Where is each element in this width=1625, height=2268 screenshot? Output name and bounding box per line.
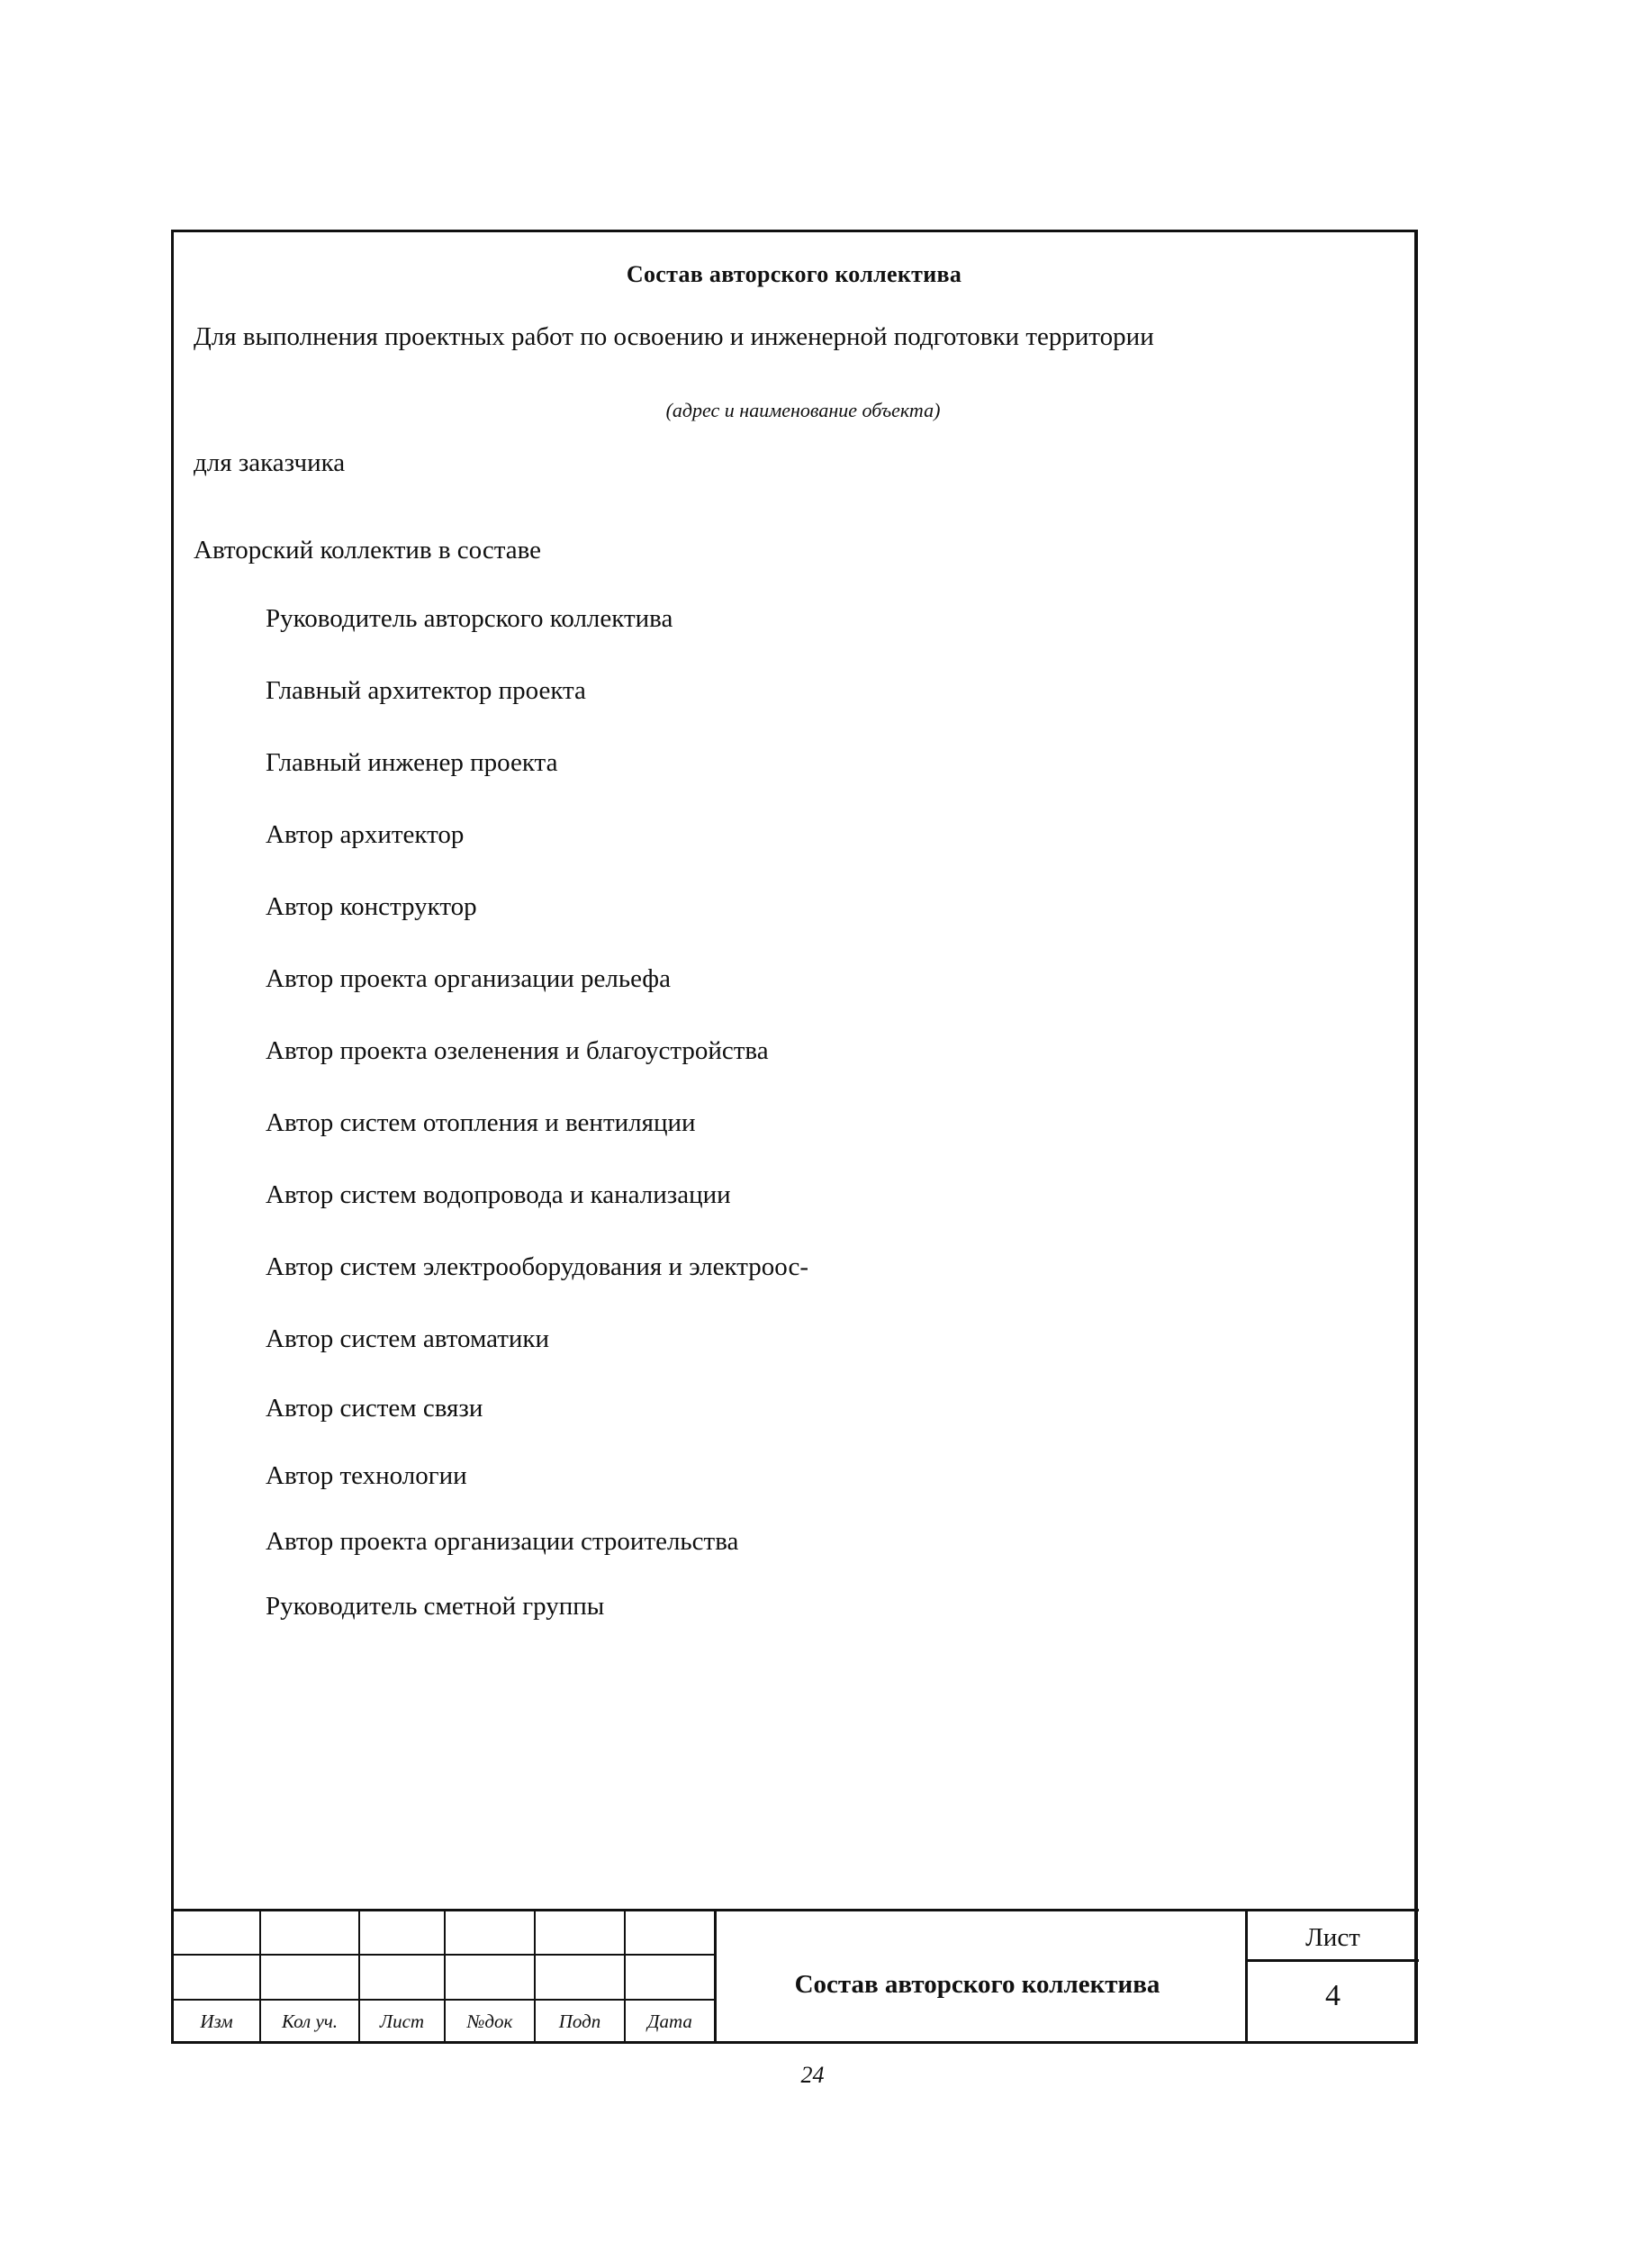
role-item: Автор технологии (266, 1461, 467, 1490)
role-item: Руководитель авторского коллектива (266, 604, 673, 633)
stamp-col-label: Дата (647, 2010, 692, 2032)
stamp-col-label: Кол уч. (281, 2010, 339, 2032)
role-item: Главный архитектор проекта (266, 676, 586, 705)
sheet-label: Лист (1305, 1923, 1360, 1952)
title-block-top-line (174, 1909, 1419, 1911)
role-item: Автор систем автоматики (266, 1324, 550, 1353)
role-item: Автор систем отопления и вентиляции (266, 1108, 696, 1137)
role-item: Автор проекта организации рельефа (266, 964, 671, 993)
stamp-col-label: №док (466, 2010, 513, 2032)
page-number: 24 (800, 2062, 825, 2088)
role-item: Автор конструктор (266, 892, 477, 921)
role-item: Автор систем водопровода и канализации (266, 1180, 731, 1209)
sheet-number: 4 (1325, 1979, 1341, 2012)
sheet-cell-divider (1245, 1959, 1419, 1962)
role-item: Автор систем электрооборудования и электроос- (266, 1252, 808, 1281)
customer-label: для заказчика (194, 448, 346, 477)
role-item: Автор проекта озеленения и благоустройства (266, 1036, 769, 1065)
stamp-col-label: Изм (200, 2010, 233, 2032)
document-heading: Состав авторского коллектива (626, 261, 962, 287)
object-hint: (адрес и наименование объекта) (665, 399, 941, 421)
purpose-line: Для выполнения проектных работ по освоению и инженерной подготовки территории (194, 322, 1154, 351)
role-item: Автор архитектор (266, 820, 465, 849)
team-intro: Авторский коллектив в составе (194, 536, 542, 565)
stamp-title: Состав авторского коллектива (794, 1970, 1160, 1999)
role-item: Главный инженер проекта (266, 748, 558, 777)
document-frame (171, 230, 1418, 2044)
stamp-col-label: Лист (379, 2010, 425, 2032)
role-item: Автор систем связи (266, 1394, 483, 1423)
stamp-col-label: Подп (558, 2010, 601, 2032)
role-item: Автор проекта организации строительства (266, 1527, 739, 1556)
role-item: Руководитель сметной группы (266, 1592, 605, 1621)
